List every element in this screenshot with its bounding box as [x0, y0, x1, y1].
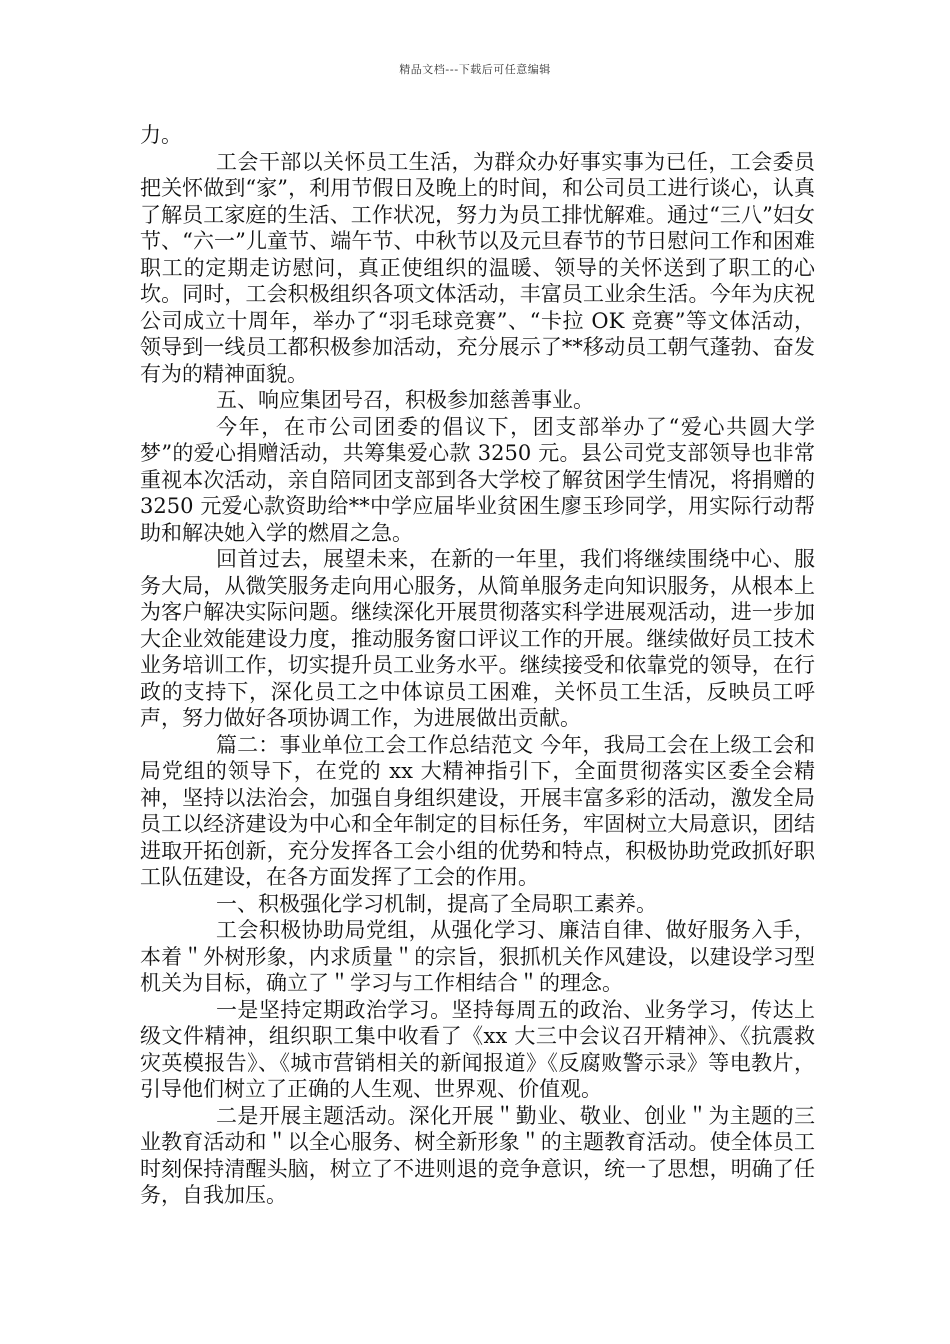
paragraph: 今年，在市公司团委的倡议下，团支部举办了“爱心共圆大学梦”的爱心捐赠活动，共筹集爱心款 3250 元。县公司党支部领导也非常重视本次活动，亲自陪同团支部到各大学校了解贫困学生情况，将捐赠的 3250 元爱心款资助给**中学应届毕业贫困生廖玉珍同学，用实际行动帮助和解决她入学的燃眉之急。	[140, 414, 815, 545]
section-heading: 五、响应集团号召，积极参加慈善事业。	[216, 388, 594, 412]
paragraph: 工会积极协助局党组，从强化学习、廉洁自律、做好服务入手，本着＂外树形象，内求质量＂的宗旨，狠抓机关作风建设，以建设学习型机关为目标，确立了＂学习与工作相结合＂的理念。	[140, 918, 815, 995]
paragraph: 回首过去，展望未来，在新的一年里，我们将继续围绕中心、服务大局，从微笑服务走向用心服务，从简单服务走向知识服务，从根本上为客户解决实际问题。继续深化开展贯彻落实科学进展观活动，进一步加大企业效能建设力度，推动服务窗口评议工作的开展。继续做好员工技术业务培训工作，切实提升员工业务水平。继续接受和依靠党的领导，在行政的支持下，深化员工之中体谅员工困难，关怀员工生活，反映员工呼声，努力做好各项协调工作，为进展做出贡献。	[140, 547, 815, 730]
paragraph: 力。	[140, 123, 182, 147]
paragraph: 二是开展主题活动。深化开展＂勤业、敬业、创业＂为主题的三业教育活动和＂以全心服务、树全新形象＂的主题教育活动。使全体员工时刻保持清醒头脑，树立了不进则退的竞争意识，统一了思想，明确了任务，自我加压。	[140, 1103, 815, 1207]
paragraph: 工会干部以关怀员工生活，为群众办好事实事为已任，工会委员把关怀做到“家”，利用节假日及晚上的时间，和公司员工进行谈心，认真了解员工家庭的生活、工作状况，努力为员工排忧解难。通过“三八”妇女节、“六一”儿童节、端午节、中秋节以及元旦春节的节日慰问工作和困难职工的定期走访慰问，真正使组织的温暖、领导的关怀送到了职工的心坎。同时，工会积极组织各项文体活动，丰富员工业余生活。今年为庆祝公司成立十周年，举办了“羽毛球竞赛”、“卡拉 OK 竞赛”等文体活动，领导到一线员工都积极参加活动，充分展示了**移动员工朝气蓬勃、奋发有为的精神面貌。	[140, 149, 815, 386]
paragraph: 篇二：事业单位工会工作总结范文 今年，我局工会在上级工会和局党组的领导下，在党的 xx 大精神指引下，全面贯彻落实区委全会精神，坚持以法治会，加强自身组织建设，开展丰富多彩的活动，激发全局员工以经济建设为中心和全年制定的目标任务，牢固树立大局意识，团结进取开拓创新，充分发挥各工会小组的优势和特点，积极协助党政抓好职工队伍建设，在各方面发挥了工会的作用。	[140, 732, 815, 889]
section-heading: 一、积极强化学习机制，提高了全局职工素养。	[216, 891, 657, 916]
paragraph: 一是坚持定期政治学习。坚持每周五的政治、业务学习，传达上级文件精神，组织职工集中收看了《xx 大三中会议召开精神》、《抗震救灾英模报告》、《城市营销相关的新闻报道》《反腐败警示录》等电教片，引导他们树立了正确的人生观、世界观、价值观。	[140, 997, 815, 1101]
page-header: 精品文档---下载后可任意编辑	[399, 63, 551, 76]
document-body	[140, 122, 815, 1209]
